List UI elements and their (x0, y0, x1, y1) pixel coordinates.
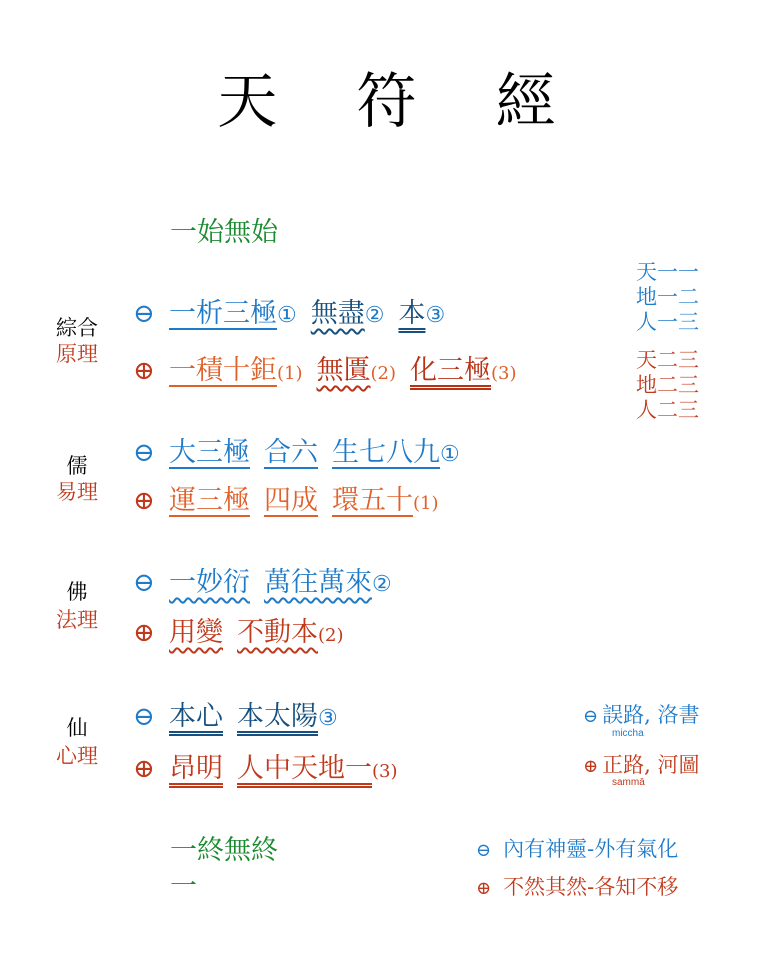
phrase: 環五十 (332, 485, 413, 516)
plus-line (133, 484, 439, 521)
minus-circle-icon: ⊖ (476, 840, 492, 861)
note-number: ② (364, 303, 385, 328)
phrase: 一積十鉅 (169, 355, 277, 386)
side-row: 人二三 (636, 398, 699, 422)
phrase: 人中天地一 (237, 753, 372, 784)
minus-line (133, 297, 445, 333)
side-row: 人一三 (636, 310, 699, 334)
phrase: 一析三極 (169, 298, 277, 329)
footer-minus-text: 內有神靈-外有氣化 (503, 837, 679, 861)
plus-line (133, 354, 517, 391)
plus-circle-icon: ⊕ (133, 754, 155, 784)
phrase: 合六 (264, 437, 318, 468)
note-right-text: 正路, 河圖 (602, 753, 700, 777)
minus-line (133, 700, 338, 736)
section-label-bottom: 法理 (56, 609, 98, 632)
phrase: 用變 (169, 617, 223, 648)
side-row: 地二三 (636, 373, 699, 397)
page-title: 天 符 經 (217, 67, 586, 137)
phrase: 本心 (169, 701, 223, 732)
minus-circle-icon: ⊖ (133, 438, 155, 468)
phrase: 四成 (264, 485, 318, 516)
note-number: ① (440, 442, 460, 467)
minus-circle-icon: ⊖ (133, 568, 155, 598)
plus-line (133, 616, 344, 653)
plus-circle-icon: ⊕ (133, 356, 155, 386)
side-row: 地一二 (636, 285, 699, 309)
note-wrong (583, 702, 699, 730)
plus-circle-icon: ⊕ (133, 486, 155, 516)
phrase: 無盡 (310, 298, 365, 329)
minus-circle-icon: ⊖ (133, 299, 155, 329)
section-label-top: 佛 (66, 581, 88, 604)
phrase: 萬往萬來 (264, 567, 372, 598)
section-label-top: 綜合 (56, 317, 98, 340)
plus-circle-icon: ⊕ (583, 756, 599, 777)
plus-line (133, 752, 398, 789)
note-number: (1) (413, 493, 439, 514)
note-number: ① (277, 303, 297, 328)
note-number: (3) (372, 761, 398, 782)
footer-minus (476, 836, 678, 864)
note-right-sub: sammā (612, 777, 645, 788)
side-row: 天二三 (636, 348, 699, 372)
phrase: 一妙衍 (169, 567, 250, 598)
plus-circle-icon: ⊕ (133, 618, 155, 648)
phrase: 運三極 (169, 485, 250, 516)
note-right (583, 752, 699, 780)
minus-circle-icon: ⊖ (133, 702, 155, 732)
plus-circle-icon: ⊕ (476, 878, 492, 899)
minus-line (133, 566, 392, 602)
note-number: ② (372, 572, 392, 597)
start-line: 一始無始 (170, 217, 278, 248)
phrase: 無匱 (316, 355, 371, 386)
section-label-bottom: 心理 (56, 745, 98, 768)
minus-circle-icon: ⊖ (583, 706, 599, 727)
phrase: 昂明 (169, 753, 223, 784)
phrase: 大三極 (169, 437, 250, 468)
phrase: 化三極 (410, 355, 491, 386)
phrase: 本太陽 (237, 701, 318, 732)
section-label-bottom: 原理 (56, 343, 98, 366)
note-wrong-sub: miccha (612, 728, 644, 739)
section-label-top: 儒 (66, 455, 88, 478)
note-wrong-text: 誤路, 洛書 (602, 703, 700, 727)
note-number: ③ (425, 303, 446, 328)
section-label-top: 仙 (66, 717, 88, 740)
end-line: 一 (170, 871, 197, 902)
note-number: ③ (318, 706, 338, 731)
footer-plus (476, 874, 678, 902)
minus-line (133, 436, 460, 472)
note-number: (3) (491, 363, 517, 384)
phrase: 生七八九 (332, 437, 440, 468)
note-number: (2) (370, 363, 396, 384)
section-label-bottom: 易理 (56, 481, 98, 504)
phrase: 不動本 (237, 617, 318, 648)
note-number: (2) (318, 625, 344, 646)
footer-plus-text: 不然其然-各知不移 (503, 875, 679, 899)
note-number: (1) (277, 363, 303, 384)
end-line: 一終無終 (170, 835, 278, 866)
side-row: 天一一 (636, 260, 699, 284)
phrase: 本 (398, 298, 426, 329)
